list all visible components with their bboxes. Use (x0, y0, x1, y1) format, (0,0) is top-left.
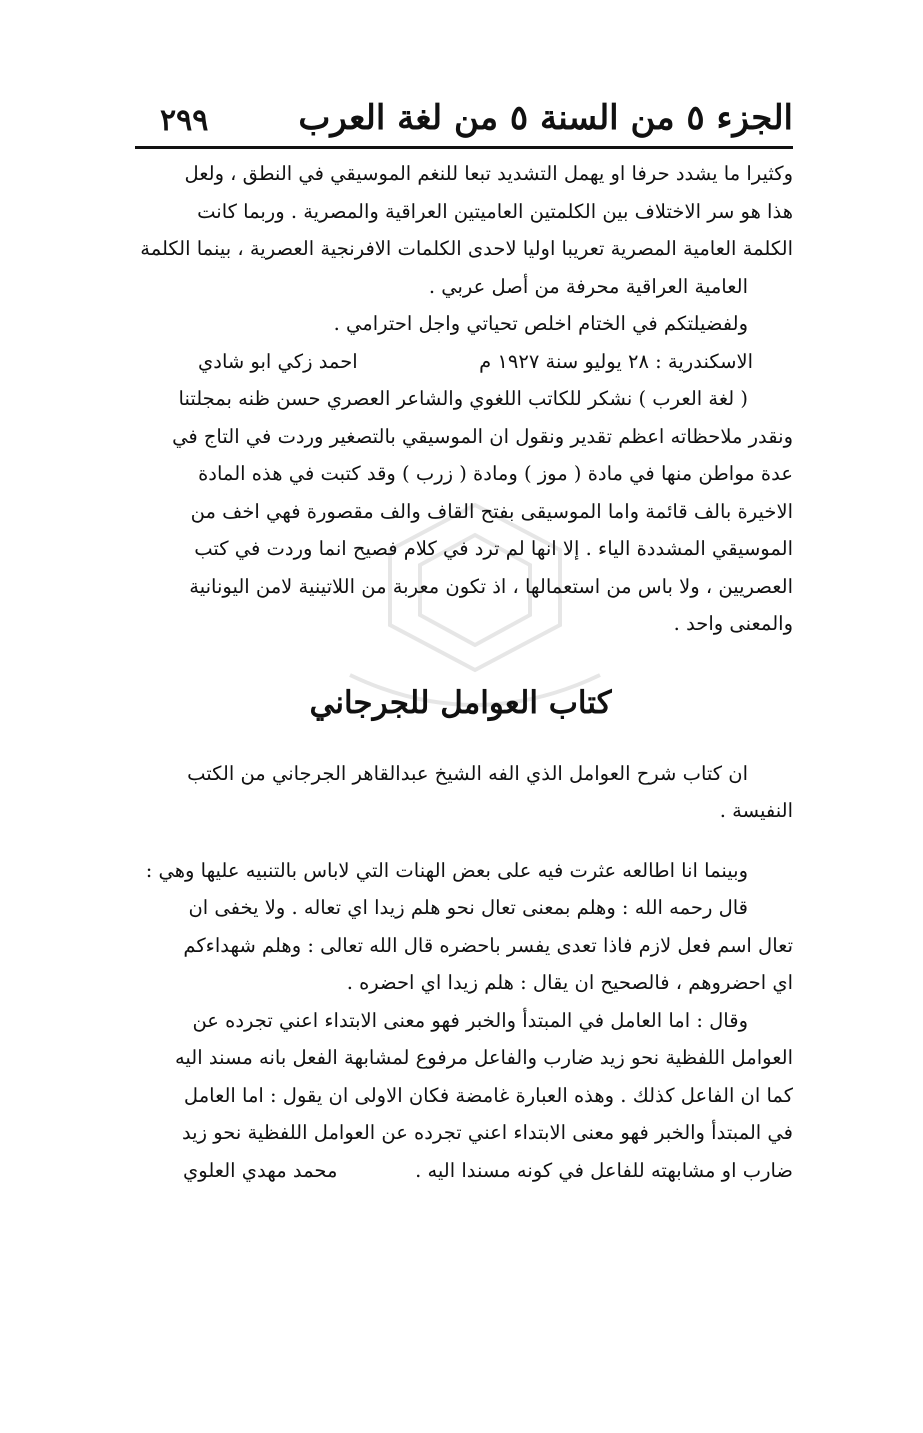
place-date: الاسكندرية : ٢٨ يوليو سنة ١٩٢٧ م (479, 349, 753, 373)
article-line: قال رحمه الله : وهلم بمعنى تعال نحو هلم زيدا اي تعاله . ولا يخفى ان (188, 896, 748, 919)
article-line: العوامل اللفظية نحو زيد ضارب والفاعل مرفوع لمشابهة الفعل بانه مسند اليه (174, 1046, 793, 1069)
letter-line: الكلمة العامية المصرية تعريبا اوليا لاحدى الكلمات الافرنجية العصرية ، بينما الكلمة (140, 237, 793, 260)
letter-signature: احمد زكي ابو شادي (198, 349, 358, 373)
reply-line: ( لغة العرب ) نشكر للكاتب اللغوي والشاعر العصري حسن ظنه بمجلتنا (178, 387, 748, 410)
running-title: الجزء ٥ من السنة ٥ من لغة العرب (298, 98, 793, 138)
article-author: محمد مهدي العلوي (183, 1158, 338, 1182)
page-body (128, 155, 793, 1189)
article-line: ان كتاب شرح العوامل الذي الفه الشيخ عبدالقاهر الجرجاني من الكتب (187, 761, 748, 785)
section-title: كتاب العوامل للجرجاني (309, 684, 612, 721)
reply-line: عدة مواطن منها في مادة ( موز ) ومادة ( زرب ) وقد كتبت في هذه المادة (198, 462, 793, 485)
letter-signature-row (128, 343, 793, 381)
reply-line: ونقدر ملاحظاته اعظم تقدير ونقول ان الموسيقي بالتصغير وردت في التاج في (172, 424, 793, 448)
reply-line: الموسيقي المشددة الياء . إلا انها لم ترد في كلام فصيح انما وردت في كتب (194, 537, 793, 560)
article-line: كما ان الفاعل كذلك . وهذه العبارة غامضة فكان الاولى ان يقول : اما العامل (183, 1083, 793, 1107)
paragraph-gap (128, 830, 793, 852)
header-divider (135, 146, 793, 149)
article-line: اي احضروهم ، فالصحيح ان يقال : هلم زيدا اي احضره . (346, 971, 793, 994)
article-body (128, 852, 793, 1190)
reply-line: والمعنى واحد . (673, 612, 793, 635)
article-line: وبينما انا اطالعه عثرت فيه على بعض الهنات التي لاباس بالتنبيه عليها وهي : (145, 858, 748, 882)
article-final-row (128, 1152, 793, 1190)
article-line: ضارب او مشابهته للفاعل في كونه مسندا اليه . (415, 1158, 793, 1182)
letter-line: هذا هو سر الاختلاف بين الكلمتين العاميتين العراقية والمصرية . وربما كانت (197, 199, 793, 223)
article-intro (128, 755, 793, 830)
letter-body (128, 155, 793, 380)
page-number: ٢٩٩ (160, 103, 209, 138)
reply-line: الاخيرة بالف قائمة واما الموسيقى بفتح القاف والف مقصورة فهي اخف من (190, 499, 793, 523)
reply-line: العصريين ، ولا باس من استعمالها ، اذ تكون معربة من اللاتينية لامن اليونانية (189, 574, 793, 598)
article-line: في المبتدأ والخبر فهو معنى الابتداء اعني تجرده عن العوامل اللفظية نحو زيد (181, 1121, 793, 1144)
letter-closing: ولفضيلتكم في الختام اخلص تحياتي واجل احترامي . (333, 312, 748, 335)
editor-reply (128, 380, 793, 643)
letter-line: وكثيرا ما يشدد حرفا او يهمل التشديد تبعا للنغم الموسيقي في النطق ، ولعل (184, 162, 793, 185)
article-line: تعال اسم فعل لازم فاذا تعدى يفسر باحضره قال الله تعالى : وهلم شهداءكم (183, 933, 793, 957)
article-line: وقال : اما العامل في المبتدأ والخبر فهو معنى الابتداء اعني تجرده عن (192, 1008, 748, 1032)
letter-line: العامية العراقية محرفة من أصل عربي . (428, 274, 748, 298)
page-header (130, 78, 793, 138)
article-line: النفيسة . (719, 799, 793, 822)
